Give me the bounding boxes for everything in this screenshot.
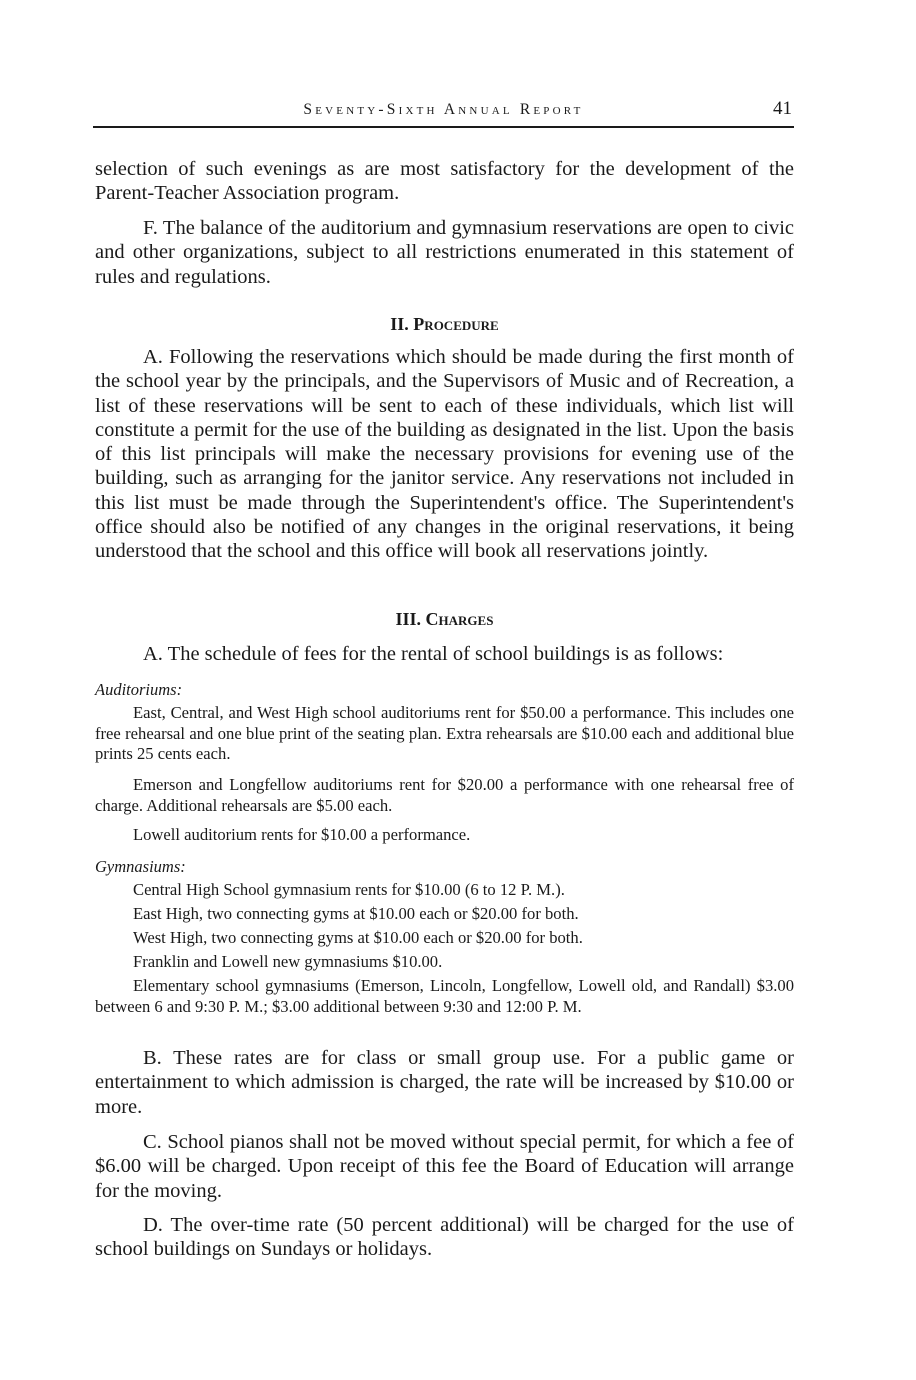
- charges-paragraph-d: D. The over-time rate (50 percent additional) will be charged for the use of school buildings on Sundays or holidays.: [95, 1214, 794, 1261]
- gymnasium-item: Franklin and Lowell new gymnasiums $10.00.: [133, 952, 443, 971]
- running-title: Seventy-Sixth Annual Report: [303, 101, 584, 118]
- auditoriums-label: Auditoriums:: [95, 680, 183, 699]
- gymnasium-item: Central High School gymnasium rents for $10.00 (6 to 12 P. M.).: [133, 880, 565, 899]
- page-header: [93, 96, 794, 128]
- gymnasium-item: Elementary school gymnasiums (Emerson, Lincoln, Longfellow, Lowell old, and Randall) $3.00 between 6 and 9:30 P. M.; $3.00 additional between 9:30 and 12:00 P. M.: [95, 976, 794, 1016]
- procedure-paragraph-a: A. Following the reservations which should be made during the first month of the school year by the principals, and the Supervisors of Music and of Recreation, a list of these reservations will be sent to each of these individuals, which list will constitute a permit for the use of the building as designated in the list. Upon the basis of this list principals will make the necessary provisions for evening use of the building, such as arranging for the janitor service. Any reservations not included in this list must be made through the Superintendent's office. The Superintendent's office should also be notified of any changes in the original reservations, it being understood that the school and this office will book all reservations jointly.: [95, 346, 794, 563]
- auditorium-item: Emerson and Longfellow auditoriums rent for $20.00 a performance with one rehearsal free of charge. Additional rehearsals are $5.00 each.: [95, 775, 794, 815]
- auditorium-item: Lowell auditorium rents for $10.00 a performance.: [133, 825, 471, 844]
- auditorium-item: East, Central, and West High school auditoriums rent for $50.00 a performance. This includes one free rehearsal and one blue print of the seating plan. Extra rehearsals are $10.00 each and additional blue prints 25 cents each.: [95, 703, 794, 763]
- charges-paragraph-c: C. School pianos shall not be moved without special permit, for which a fee of $6.00 will be charged. Upon receipt of this fee the Board of Education will arrange for the moving.: [95, 1131, 794, 1202]
- gymnasium-item: West High, two connecting gyms at $10.00 each or $20.00 for both.: [133, 928, 583, 947]
- procedure-heading: II. Procedure: [390, 314, 499, 334]
- charges-paragraph-a: A. The schedule of fees for the rental of school buildings is as follows:: [143, 643, 724, 665]
- charges-heading: III. Charges: [395, 609, 494, 629]
- paragraph-f: F. The balance of the auditorium and gymnasium reservations are open to civic and other organizations, subject to all restrictions enumerated in this statement of rules and regulations.: [95, 217, 794, 288]
- gymnasium-item: East High, two connecting gyms at $10.00 each or $20.00 for both.: [133, 904, 579, 923]
- intro-paragraph: selection of such evenings as are most satisfactory for the development of the Parent-Teacher Association program.: [95, 158, 794, 205]
- page-number: 41: [773, 98, 792, 119]
- gymnasiums-label: Gymnasiums:: [95, 857, 186, 876]
- charges-paragraph-b: B. These rates are for class or small group use. For a public game or entertainment to which admission is charged, the rate will be increased by $10.00 or more.: [95, 1047, 794, 1118]
